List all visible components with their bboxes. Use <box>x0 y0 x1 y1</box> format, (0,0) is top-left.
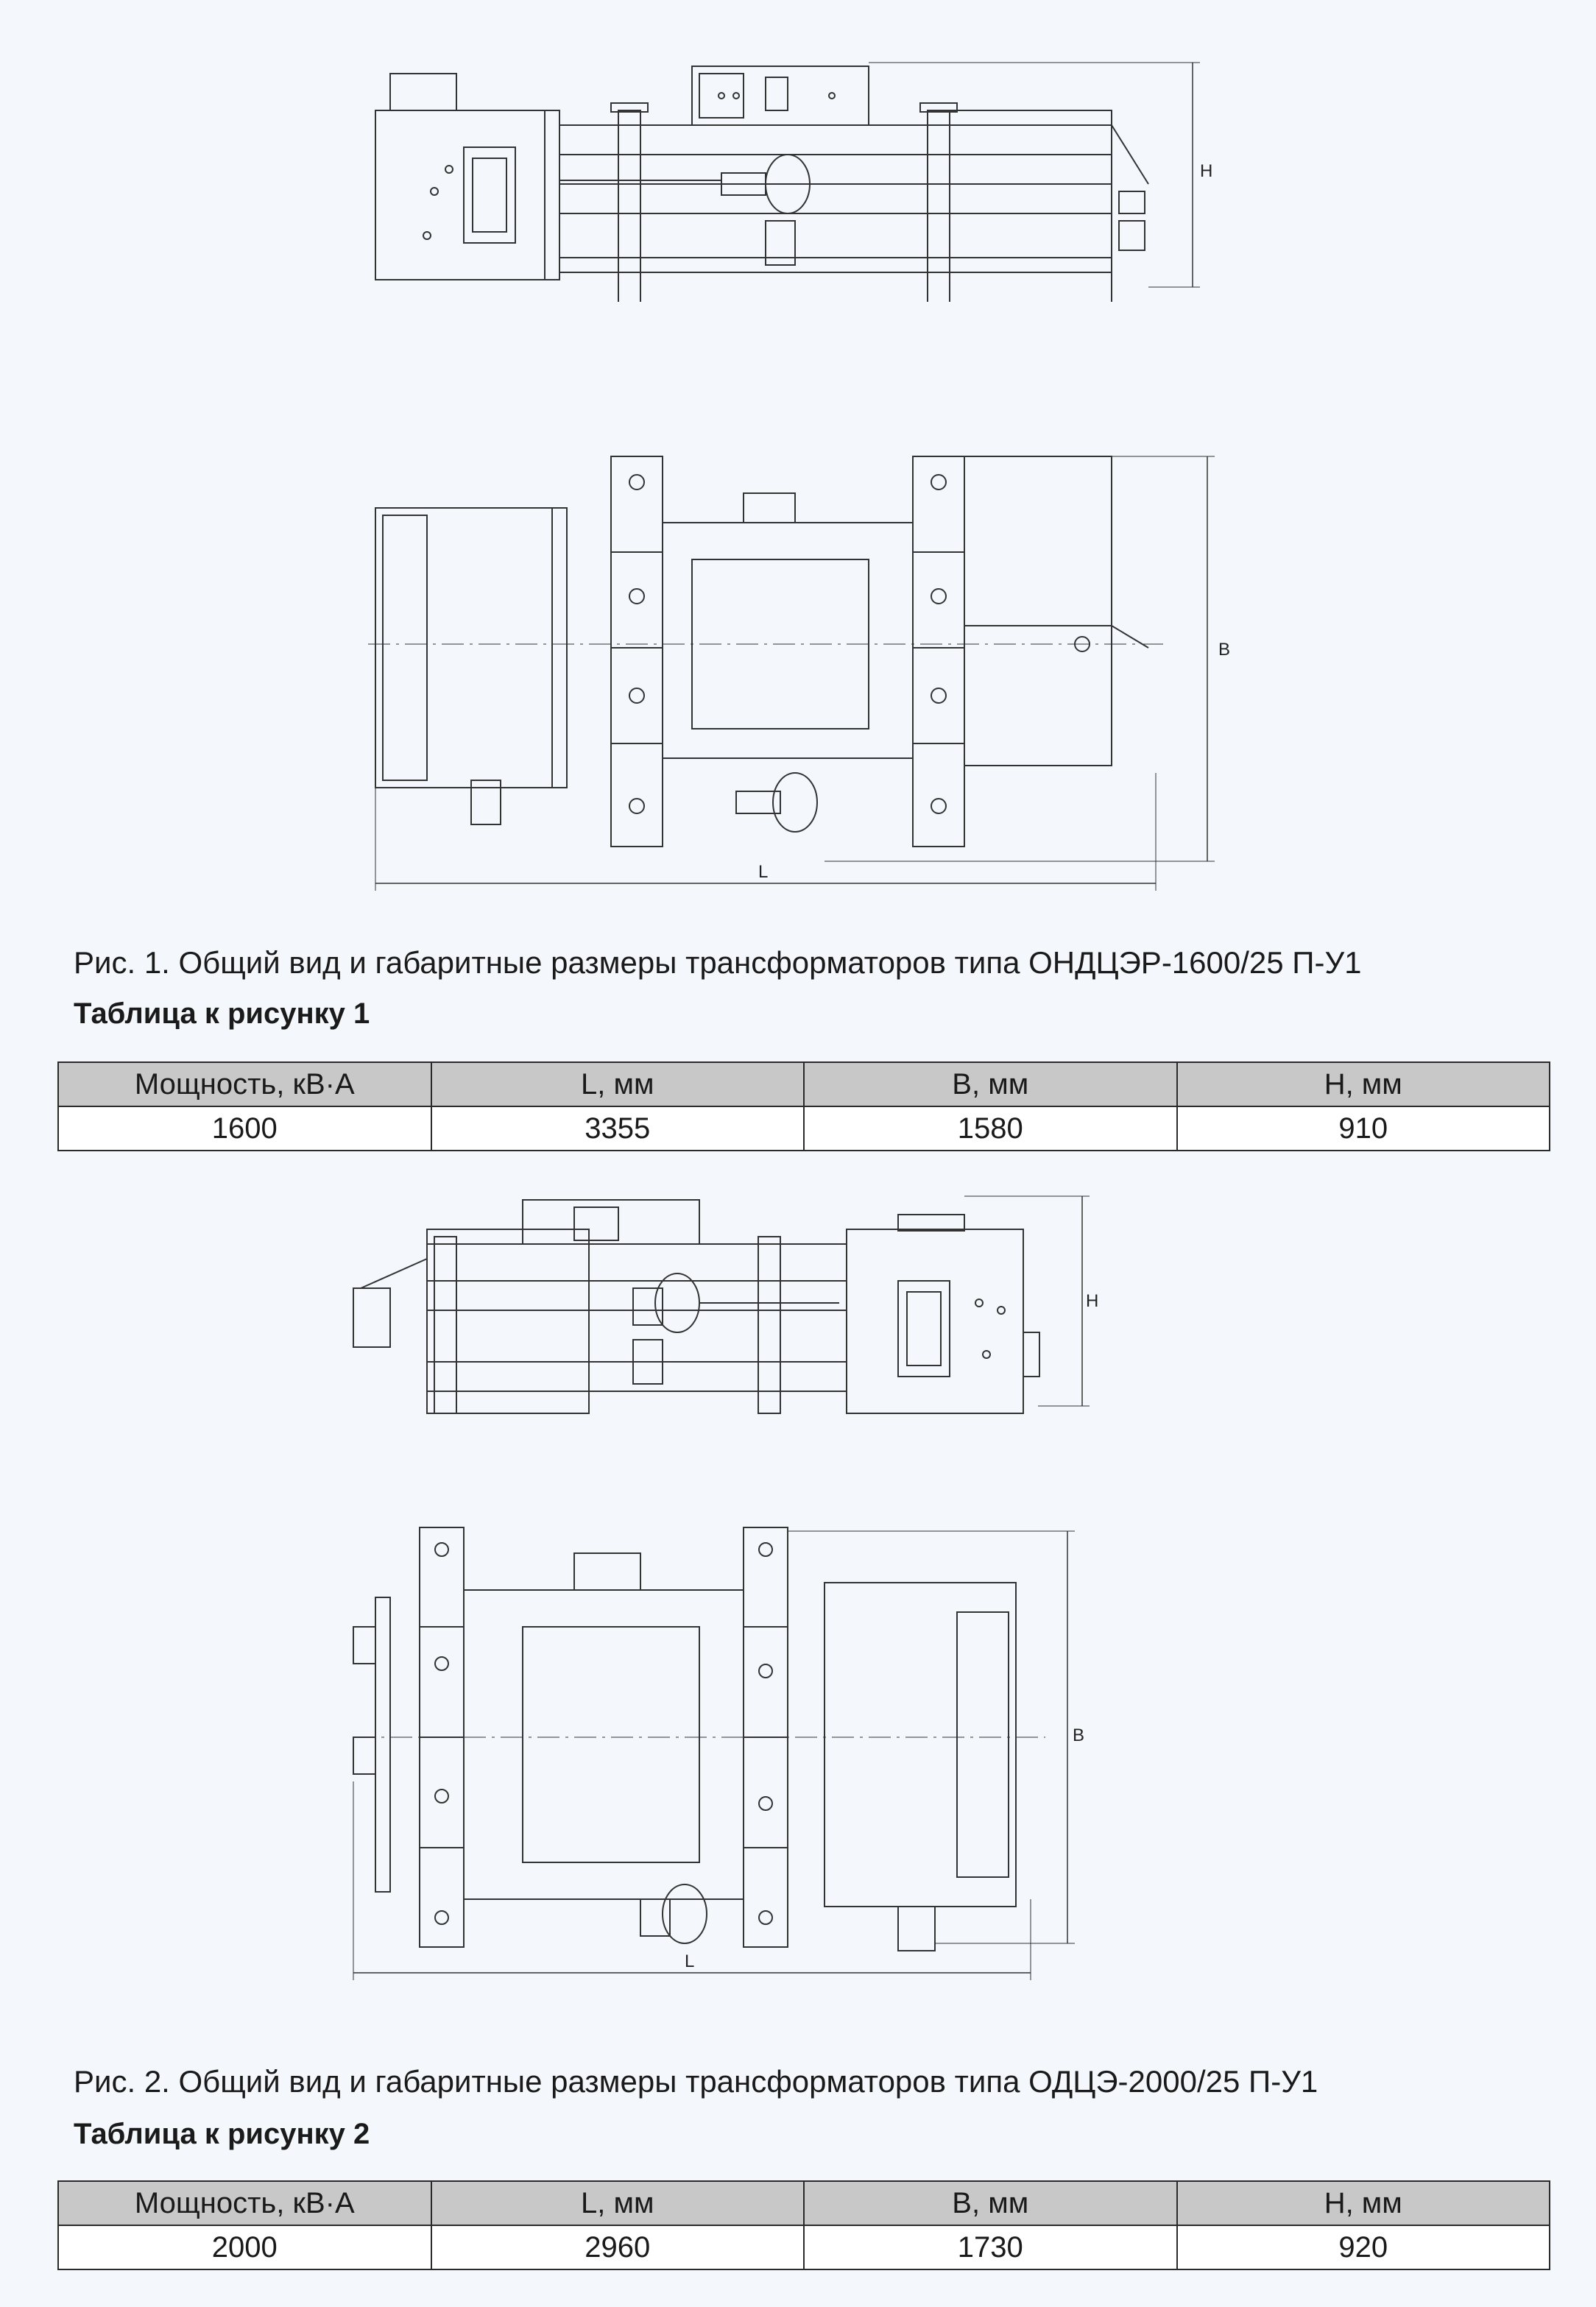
cell-length: 2960 <box>431 2225 805 2269</box>
header-length: L, мм <box>431 2181 805 2225</box>
figure2-table-title: Таблица к рисунку 2 <box>74 2118 370 2150</box>
header-height: H, мм <box>1177 1062 1550 1106</box>
fig1-top-dim-b: B <box>1218 640 1231 660</box>
cell-height: 920 <box>1177 2225 1550 2269</box>
figure1-table-title: Таблица к рисунку 1 <box>74 997 370 1030</box>
figure1-table <box>57 1061 1550 1151</box>
fig2-top-dim-l: L <box>685 1951 695 1971</box>
table-header-row <box>58 1062 1550 1106</box>
cell-width: 1580 <box>804 1106 1177 1151</box>
fig2-top-dim-b: B <box>1073 1725 1085 1745</box>
table-header-row <box>58 2181 1550 2225</box>
header-power: Мощность, кВ·А <box>58 1062 431 1106</box>
cell-length: 3355 <box>431 1106 805 1151</box>
fig1-side-view <box>353 52 1237 302</box>
cell-power: 2000 <box>58 2225 431 2269</box>
cell-height: 910 <box>1177 1106 1550 1151</box>
figure1-caption: Рис. 1. Общий вид и габаритные размеры трансформаторов типа ОНДЦЭР-1600/25 П-У1 <box>74 945 1362 980</box>
figure2-table <box>57 2180 1550 2270</box>
fig1-top-dim-l: L <box>758 862 769 882</box>
header-power: Мощность, кВ·А <box>58 2181 431 2225</box>
table-row <box>58 2225 1550 2269</box>
fig1-side-dim-h: H <box>1200 161 1213 181</box>
fig1-top-view <box>353 442 1237 898</box>
header-width: B, мм <box>804 2181 1177 2225</box>
cell-width: 1730 <box>804 2225 1177 2269</box>
header-width: B, мм <box>804 1062 1177 1106</box>
cell-power: 1600 <box>58 1106 431 1151</box>
fig2-top-view <box>339 1516 1104 1988</box>
fig2-side-dim-h: H <box>1086 1291 1099 1311</box>
fig2-side-view <box>339 1185 1104 1421</box>
header-height: H, мм <box>1177 2181 1550 2225</box>
figure2-caption: Рис. 2. Общий вид и габаритные размеры трансформаторов типа ОДЦЭ-2000/25 П-У1 <box>74 2064 1318 2099</box>
table-row <box>58 1106 1550 1151</box>
header-length: L, мм <box>431 1062 805 1106</box>
